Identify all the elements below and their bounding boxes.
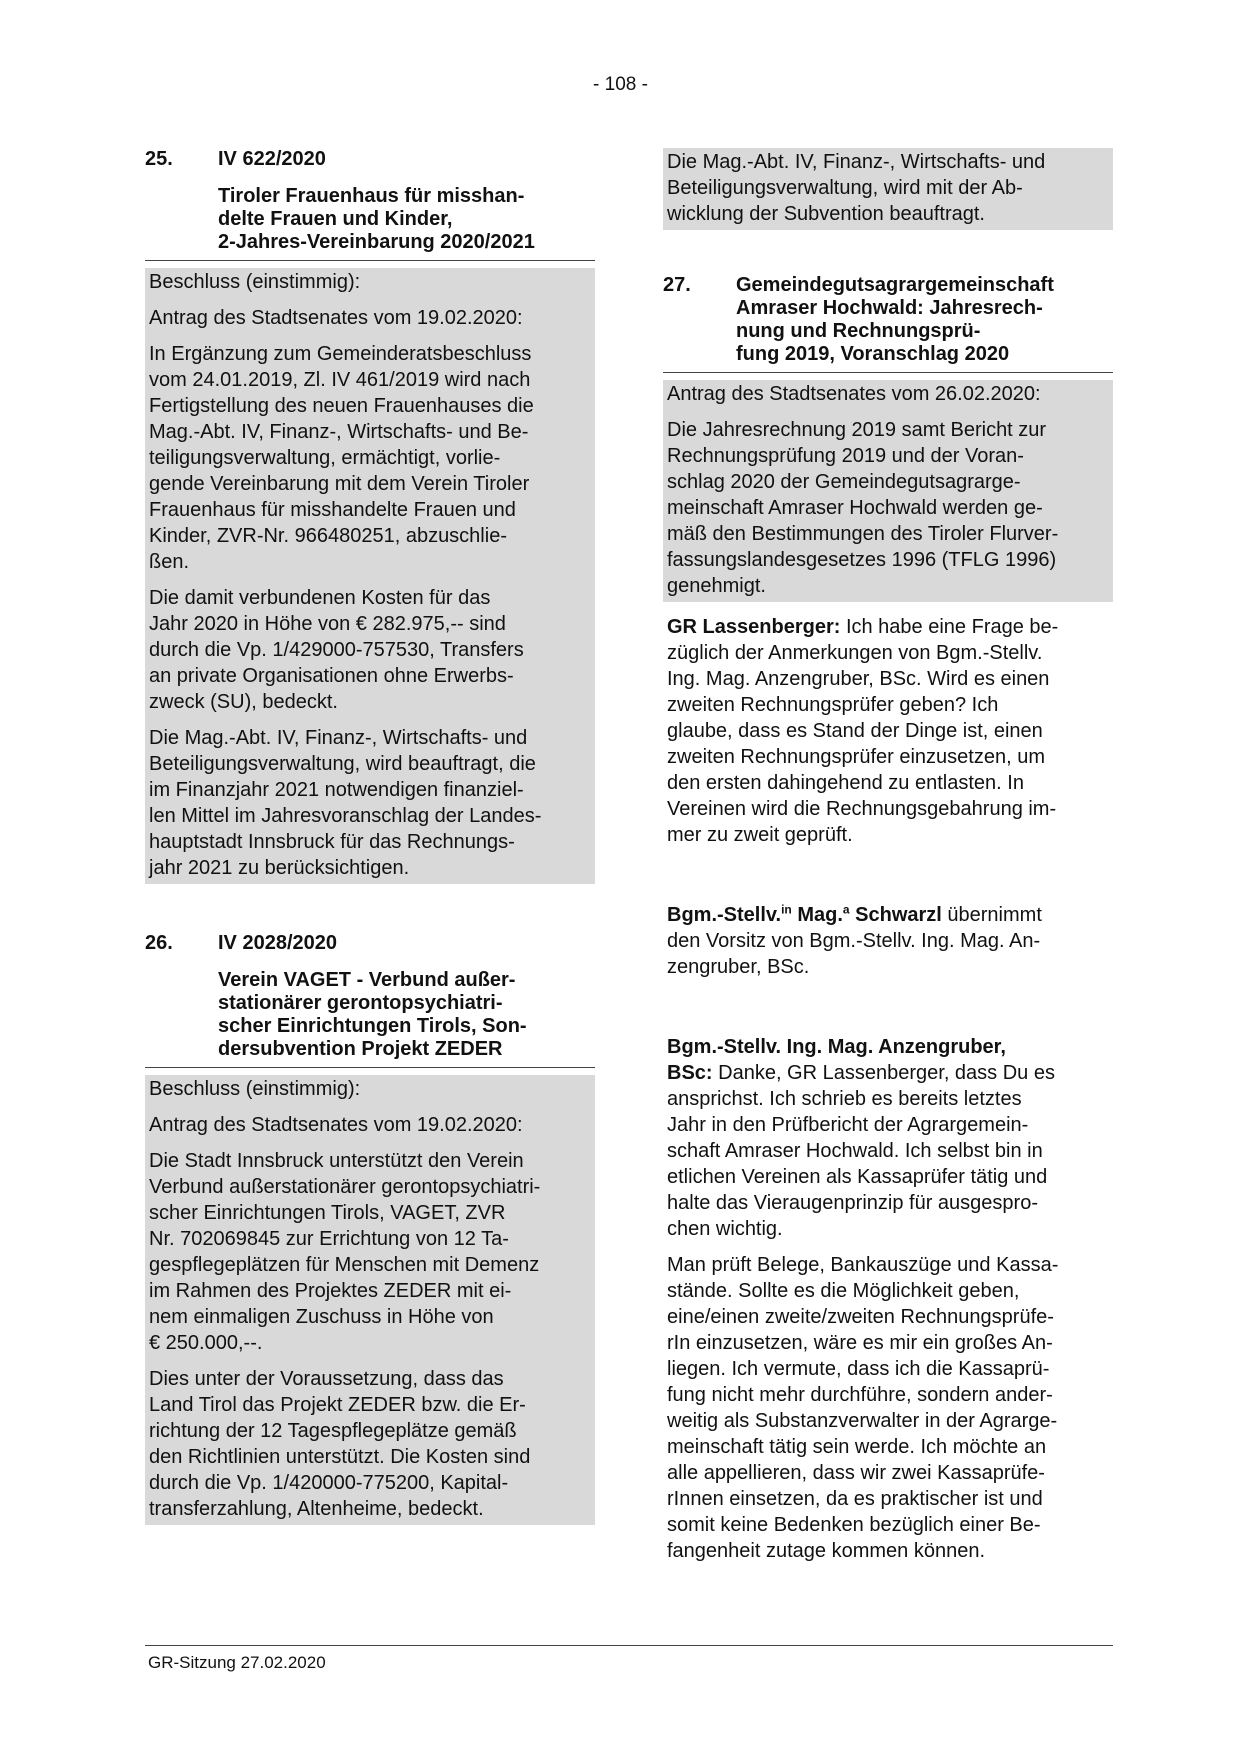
item-25-body: [145, 268, 595, 884]
speech-anzengruber: [663, 1034, 1113, 1564]
item-number: 27.: [663, 274, 691, 296]
title-line: Tiroler Frauenhaus für misshan-: [218, 185, 525, 207]
item-number: 26.: [145, 932, 173, 954]
divider: [145, 1067, 595, 1068]
right-column: [663, 148, 1113, 1574]
speaker-name: GR Lassenberger:: [667, 616, 841, 638]
item-26-continuation: [663, 148, 1113, 230]
paragraph: Die Mag.-Abt. IV, Finanz-, Wirtschafts- und Beteiligungsverwaltung, wird beauftragt, die im Finanzjahr 2021 notwendigen finanziel- len Mittel im Jahresvoranschlag der Landes- hauptstadt Innsbruck für das Rechnungs- jahr 2021 zu berücksichtigen.: [149, 727, 542, 879]
paragraph: GR Lassenberger: Ich habe eine Frage be- züglich der Anmerkungen von Bgm.-Stellv. Ing. Mag. Anzengruber, BSc. Wird es einen zweiten Rechnungsprüfer geben? Ich glaube, dass es Stand der Dinge ist, einen zweiten Rechnungsprüfer einzusetzen, um den ersten dahingehend zu entlasten. In Vereinen wird die Rechnungsgebahrung im- mer zu zweit geprüft.: [667, 616, 1059, 846]
speaker-name: Bgm.-Stellv. Ing. Mag. Anzengruber,: [667, 1036, 1006, 1058]
item-reference: IV 622/2020: [218, 148, 326, 170]
paragraph: Die Stadt Innsbruck unterstützt den Verein Verbund außerstationärer gerontopsychiatri- scher Einrichtungen Tirols, VAGET, ZVR Nr. 702069845 zur Errichtung von 12 Ta- gespflegeplätzen für Menschen mit Demenz im Rahmen des Projektes ZEDER mit ei- nem einmaligen Zuschuss in Höhe von € 250.000,--.: [149, 1150, 541, 1354]
item-25-title: [145, 185, 595, 254]
decision-text: Beschluss (einstimmig):: [149, 271, 361, 293]
motion-text: Antrag des Stadtsenates vom 19.02.2020:: [149, 1114, 523, 1136]
item-27-header: [663, 274, 1113, 366]
title-line: fung 2019, Voranschlag 2020: [736, 343, 1010, 365]
paragraph: Man prüft Belege, Bankauszüge und Kassa- stände. Sollte es die Möglichkeit geben, eine/einen zweite/zweiten Rechnungsprüfe- rIn einzusetzen, wäre es mir ein großes An- liegen. Ich vermute, dass ich die Kassaprü- fung nicht mehr durchführe, sondern ander- weitig als Substanzverwalter in der Agrarge- meinschaft tätig sein werde. Ich möchte an alle appellieren, dass wir zwei Kassaprüfe- rInnen einsetzen, da es praktischer ist und somit keine Bedenken bezüglich einer Be- fangenheit zutage kommen können.: [667, 1254, 1059, 1562]
divider: [145, 260, 595, 261]
item-26-title: [145, 969, 595, 1061]
title-line: nung und Rechnungsprü-: [736, 320, 981, 342]
title-line: Gemeindegutsagrargemeinschaft: [736, 274, 1054, 296]
title-line: dersubvention Projekt ZEDER: [218, 1038, 503, 1060]
motion-text: Antrag des Stadtsenates vom 19.02.2020:: [149, 307, 523, 329]
page-number: - 108 -: [593, 74, 648, 95]
item-25-header: [145, 148, 595, 171]
item-number: 25.: [145, 148, 173, 170]
speaker-name: Bgm.-Stellv.$^{in}$ Mag.$^a$ Schwarzl: [667, 902, 942, 926]
paragraph: Bgm.-Stellv.$^{in}$ Mag.$^a$ Schwarzl übernimmt den Vorsitz von Bgm.-Stellv. Ing. Mag. An- zengruber, BSc.: [667, 902, 1042, 978]
speaker-name: BSc:: [667, 1062, 713, 1084]
decision-text: Beschluss (einstimmig):: [149, 1078, 361, 1100]
title-line: Verein VAGET - Verbund außer-: [218, 969, 516, 991]
divider: [663, 372, 1113, 373]
left-column: [145, 148, 595, 1525]
chair-change-note: [663, 902, 1113, 980]
paragraph: Die Jahresrechnung 2019 samt Bericht zur Rechnungsprüfung 2019 und der Voran- schlag 2020 der Gemeindegutsagrarge- meinschaft Amraser Hochwald werden ge- mäß den Bestimmungen des Tiroler Flurver- fassungslandesgesetzes 1996 (TFLG 1996) genehmigt.: [667, 419, 1059, 597]
item-26-body: [145, 1075, 595, 1525]
footer-divider: [145, 1645, 1113, 1646]
title-line: 2-Jahres-Vereinbarung 2020/2021: [218, 231, 535, 253]
motion-text: Antrag des Stadtsenates vom 26.02.2020:: [667, 383, 1041, 405]
footer-text: GR-Sitzung 27.02.2020: [148, 1653, 326, 1672]
title-line: stationärer gerontopsychiatri-: [218, 992, 503, 1014]
paragraph: Die damit verbundenen Kosten für das Jahr 2020 in Höhe von € 282.975,-- sind durch die Vp. 1/429000-757530, Transfers an private Organisationen ohne Erwerbs- zweck (SU), bedeckt.: [149, 587, 524, 713]
title-line: scher Einrichtungen Tirols, Son-: [218, 1015, 527, 1037]
paragraph: In Ergänzung zum Gemeinderatsbeschluss vom 24.01.2019, Zl. IV 461/2019 wird nach Fertigstellung des neuen Frauenhauses die Mag.-Abt. IV, Finanz-, Wirtschafts- und Be- teiligungsverwaltung, ermächtigt, vorlie- gende Vereinbarung mit dem Verein Tiroler Frauenhaus für misshandelte Frauen und Kinder, ZVR-Nr. 966480251, abzuschlie- ßen.: [149, 343, 534, 573]
paragraph: Dies unter der Voraussetzung, dass das Land Tirol das Projekt ZEDER bzw. die Er- richtung der 12 Tagespflegeplätze gemäß den Richtlinien unterstützt. Die Kosten sind durch die Vp. 1/420000-775200, Kapital- transferzahlung, Altenheime, bedeckt.: [149, 1368, 531, 1520]
paragraph: Bgm.-Stellv. Ing. Mag. Anzengruber, BSc: Danke, GR Lassenberger, dass Du es ansprichst. Ich schrieb es bereits letztes Jahr in den Prüfbericht der Agrargemein- schaft Amraser Hochwald. Ich selbst bin in etlichen Vereinen als Kassaprüfer tätig und halte das Vieraugenprinzip für ausgespro- chen wichtig.: [667, 1036, 1055, 1240]
title-line: Amraser Hochwald: Jahresrech-: [736, 297, 1043, 319]
paragraph: Die Mag.-Abt. IV, Finanz-, Wirtschafts- und Beteiligungsverwaltung, wird mit der Ab- wicklung der Subvention beauftragt.: [667, 151, 1046, 225]
item-27-body: [663, 380, 1113, 602]
item-26-header: [145, 932, 595, 955]
title-line: delte Frauen und Kinder,: [218, 208, 453, 230]
item-reference: IV 2028/2020: [218, 932, 337, 954]
speech-lassenberger: [663, 614, 1113, 848]
